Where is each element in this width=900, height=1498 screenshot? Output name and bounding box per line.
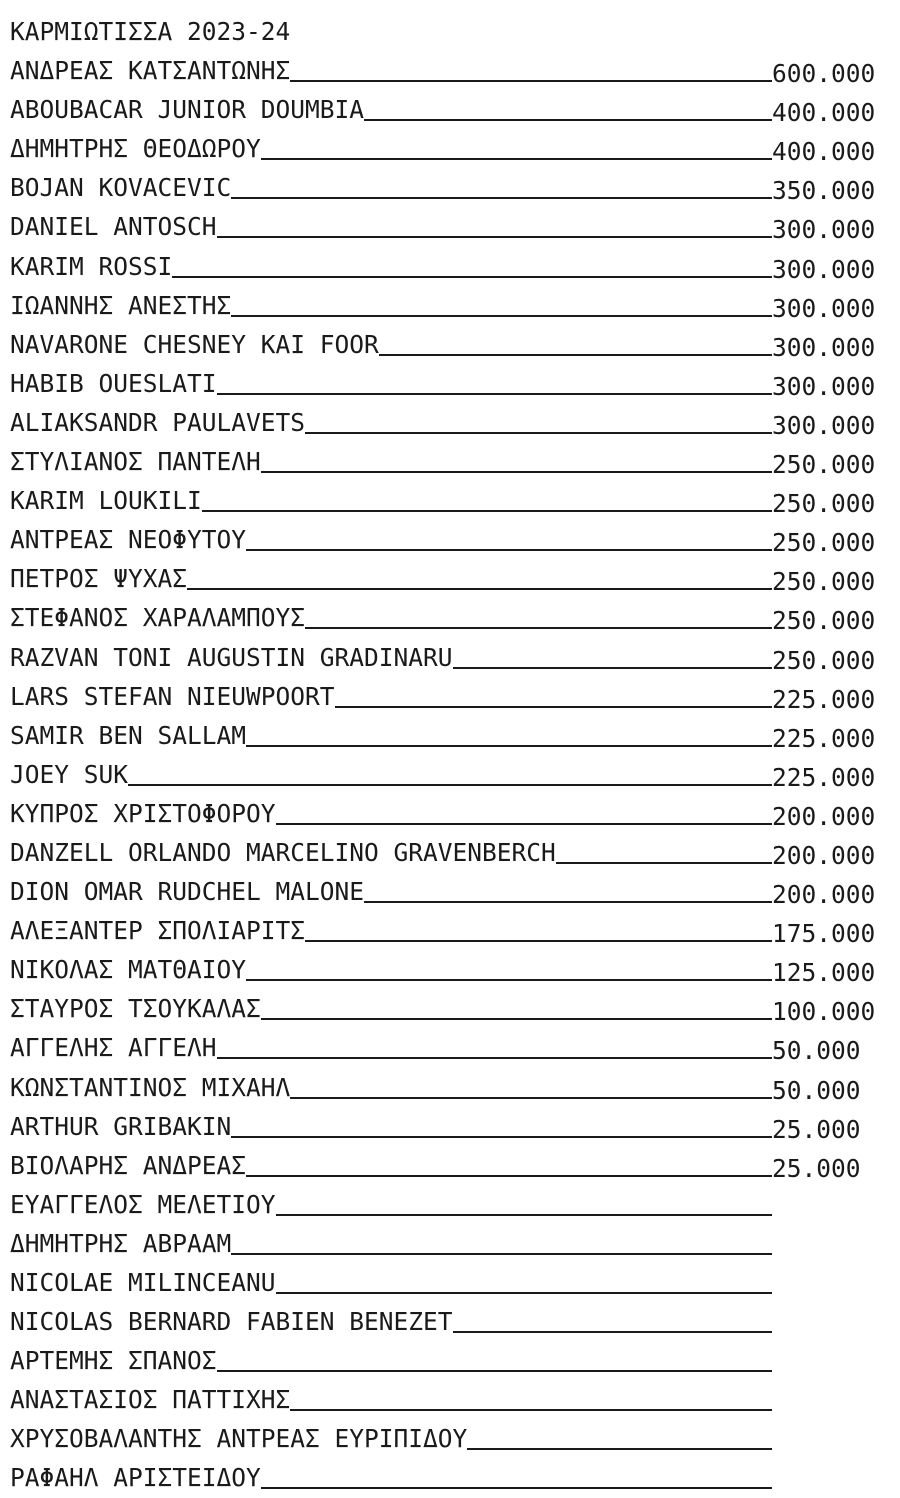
leader-line <box>187 588 772 590</box>
player-amount: 250.000 <box>772 528 876 558</box>
player-amount: 600.000 <box>772 59 876 89</box>
leader-line <box>246 745 772 747</box>
player-name: KARIM ROSSI <box>10 251 173 281</box>
player-amount: 225.000 <box>772 723 876 753</box>
player-name: ΣΤΑΥΡΟΣ ΤΣΟΥΚΑΛΑΣ <box>10 994 261 1024</box>
player-name: ΑΝΤΡΕΑΣ ΝΕΟΦΥΤΟΥ <box>10 525 247 555</box>
player-row <box>10 1458 895 1497</box>
player-row <box>10 1224 895 1263</box>
player-row <box>10 364 895 403</box>
player-row <box>10 1107 895 1146</box>
leader-line <box>246 979 772 981</box>
player-amount: 175.000 <box>772 919 876 949</box>
player-amount: 250.000 <box>772 645 876 675</box>
player-name-with-leader <box>10 638 772 677</box>
player-name: DION OMAR RUDCHEL MALONE <box>10 877 365 907</box>
player-row <box>10 559 895 598</box>
leader-line <box>217 236 772 238</box>
player-name: ΕΥΑΓΓΕΛΟΣ ΜΕΛΕΤΙΟΥ <box>10 1189 276 1219</box>
player-row <box>10 247 895 286</box>
player-name: DANZELL ORLANDO MARCELINO GRAVENBERCH <box>10 837 556 867</box>
leader-line <box>128 784 772 786</box>
player-amount: 250.000 <box>772 606 876 636</box>
player-row <box>10 1419 895 1458</box>
leader-line <box>261 1018 772 1020</box>
leader-line <box>202 510 772 512</box>
player-name-with-leader <box>10 677 772 716</box>
player-amount: 300.000 <box>772 293 876 323</box>
leader-line <box>231 197 772 199</box>
player-row <box>10 911 895 950</box>
leader-line <box>231 315 772 317</box>
player-name: BOJAN KOVACEVIC <box>10 173 232 203</box>
leader-line <box>276 1214 772 1216</box>
player-amount: 300.000 <box>772 215 876 245</box>
player-amount: 250.000 <box>772 567 876 597</box>
player-row <box>10 833 895 872</box>
player-name: ΑΝΔΡΕΑΣ ΚΑΤΣΑΝΤΩΝΗΣ <box>10 56 291 86</box>
player-amount: 250.000 <box>772 450 876 480</box>
player-name-with-leader <box>10 755 772 794</box>
player-name-with-leader <box>10 90 772 129</box>
player-name-with-leader <box>10 520 772 559</box>
player-name: ΑΛΕΞΑΝΤΕΡ ΣΠΟΛΙΑΡΙΤΣ <box>10 916 306 946</box>
player-name: NAVARONE CHESNEY ΚΑΙ FOOR <box>10 329 379 359</box>
leader-line <box>261 158 772 160</box>
leader-line <box>246 1175 772 1177</box>
player-amount: 25.000 <box>772 1114 861 1144</box>
player-row <box>10 677 895 716</box>
player-name-with-leader <box>10 1068 772 1107</box>
player-row <box>10 1263 895 1302</box>
player-amount: 250.000 <box>772 489 876 519</box>
player-row <box>10 950 895 989</box>
player-row <box>10 129 895 168</box>
player-name-with-leader <box>10 794 772 833</box>
player-name: ALIAKSANDR PAULAVETS <box>10 407 306 437</box>
player-name-with-leader <box>10 1028 772 1067</box>
player-row <box>10 403 895 442</box>
player-row <box>10 755 895 794</box>
player-name-with-leader <box>10 1419 772 1458</box>
player-name: ΣΤΕΦΑΝΟΣ ΧΑΡΑΛΑΜΠΟΥΣ <box>10 603 306 633</box>
player-name: ΧΡΥΣΟΒΑΛΑΝΤΗΣ ΑΝΤΡΕΑΣ ΕΥΡΙΠΙΔΟΥ <box>10 1424 468 1454</box>
player-name: ABOUBACAR JUNIOR DOUMBIA <box>10 95 365 125</box>
player-name-with-leader <box>10 911 772 950</box>
player-amount: 350.000 <box>772 176 876 206</box>
leader-line <box>217 1370 772 1372</box>
player-amount: 225.000 <box>772 762 876 792</box>
player-list-document <box>10 12 895 1498</box>
leader-line <box>231 1253 772 1255</box>
leader-line <box>453 667 772 669</box>
player-name-with-leader <box>10 1107 772 1146</box>
leader-line <box>290 1097 772 1099</box>
player-name: ΚΩΝΣΤΑΝΤΙΝΟΣ ΜΙΧΑΗΛ <box>10 1072 291 1102</box>
player-row <box>10 1068 895 1107</box>
leader-line <box>261 471 772 473</box>
player-row <box>10 794 895 833</box>
player-name: ΒΙΟΛΑΡΗΣ ΑΝΔΡΕΑΣ <box>10 1150 247 1180</box>
player-name-with-leader <box>10 1146 772 1185</box>
player-row <box>10 872 895 911</box>
player-name: NICOLAS BERNARD FABIEN BENEZET <box>10 1307 453 1337</box>
player-row <box>10 598 895 637</box>
leader-line <box>364 119 772 121</box>
player-row <box>10 716 895 755</box>
player-name-with-leader <box>10 833 772 872</box>
player-row <box>10 286 895 325</box>
player-name: DANIEL ANTOSCH <box>10 212 217 242</box>
player-amount: 50.000 <box>772 1036 861 1066</box>
player-name: ΑΝΑΣΤΑΣΙΟΣ ΠΑΤΤΙΧΗΣ <box>10 1385 291 1415</box>
leader-line <box>276 823 772 825</box>
player-row <box>10 638 895 677</box>
page-title: ΚΑΡΜΙΩΤΙΣΣΑ 2023-24 <box>10 17 291 46</box>
player-row <box>10 325 895 364</box>
leader-line <box>556 862 772 864</box>
player-row <box>10 168 895 207</box>
leader-line <box>290 80 772 82</box>
leader-line <box>217 1057 772 1059</box>
player-name: ΔΗΜΗΤΡΗΣ ΑΒΡΑΑΜ <box>10 1228 232 1258</box>
player-name-with-leader <box>10 129 772 168</box>
player-name: ΡΑΦΑΗΛ ΑΡΙΣΤΕΙΔΟΥ <box>10 1463 261 1493</box>
player-name-with-leader <box>10 247 772 286</box>
leader-line <box>379 354 772 356</box>
player-name-with-leader <box>10 286 772 325</box>
player-name: ΑΓΓΕΛΗΣ ΑΓΓΕΛΗ <box>10 1033 217 1063</box>
player-name: ΠΕΤΡΟΣ ΨΥΧΑΣ <box>10 564 188 594</box>
player-name: KARIM LOUKILI <box>10 486 202 516</box>
player-name-with-leader <box>10 1302 772 1341</box>
leader-line <box>231 1136 772 1138</box>
player-row <box>10 207 895 246</box>
player-row <box>10 1146 895 1185</box>
player-row <box>10 520 895 559</box>
player-amount: 225.000 <box>772 684 876 714</box>
player-name: JOEY SUK <box>10 759 129 789</box>
player-name-with-leader <box>10 51 772 90</box>
player-amount: 100.000 <box>772 997 876 1027</box>
player-name-with-leader <box>10 442 772 481</box>
player-name: RAZVAN TONI AUGUSTIN GRADINARU <box>10 642 453 672</box>
player-amount: 300.000 <box>772 410 876 440</box>
player-amount: 25.000 <box>772 1153 861 1183</box>
player-name-with-leader <box>10 1224 772 1263</box>
player-name: ΚΥΠΡΟΣ ΧΡΙΣΤΟΦΟΡΟΥ <box>10 798 276 828</box>
leader-line <box>261 1487 772 1489</box>
player-row <box>10 90 895 129</box>
leader-line <box>335 706 772 708</box>
leader-line <box>364 901 772 903</box>
player-row <box>10 51 895 90</box>
player-name-with-leader <box>10 559 772 598</box>
player-name-with-leader <box>10 325 772 364</box>
player-name: ΙΩΑΝΝΗΣ ΑΝΕΣΤΗΣ <box>10 290 232 320</box>
player-name: ΔΗΜΗΤΡΗΣ ΘΕΟΔΩΡΟΥ <box>10 134 261 164</box>
player-name-with-leader <box>10 1263 772 1302</box>
player-name-with-leader <box>10 403 772 442</box>
player-row <box>10 1341 895 1380</box>
leader-line <box>305 432 772 434</box>
player-row <box>10 481 895 520</box>
player-amount: 200.000 <box>772 840 876 870</box>
leader-line <box>217 393 772 395</box>
leader-line <box>290 1409 772 1411</box>
leader-line <box>453 1331 772 1333</box>
player-amount: 300.000 <box>772 254 876 284</box>
player-name: LARS STEFAN NIEUWPOORT <box>10 681 335 711</box>
player-amount: 200.000 <box>772 801 876 831</box>
player-row <box>10 1028 895 1067</box>
leader-line <box>305 627 772 629</box>
player-name-with-leader <box>10 1458 772 1497</box>
player-name: ΑΡΤΕΜΗΣ ΣΠΑΝΟΣ <box>10 1346 217 1376</box>
player-name-with-leader <box>10 481 772 520</box>
player-name-with-leader <box>10 168 772 207</box>
leader-line <box>305 940 772 942</box>
player-name-with-leader <box>10 1380 772 1419</box>
player-name-with-leader <box>10 598 772 637</box>
player-name-with-leader <box>10 364 772 403</box>
player-name: ΝΙΚΟΛΑΣ ΜΑΤΘΑΙΟΥ <box>10 955 247 985</box>
player-name-with-leader <box>10 1185 772 1224</box>
player-name-with-leader <box>10 872 772 911</box>
leader-line <box>276 1292 772 1294</box>
leader-line <box>172 276 772 278</box>
player-amount: 125.000 <box>772 958 876 988</box>
player-amount: 400.000 <box>772 137 876 167</box>
player-row <box>10 1185 895 1224</box>
player-name: ΣΤΥΛΙΑΝΟΣ ΠΑΝΤΕΛΗ <box>10 447 261 477</box>
player-amount: 200.000 <box>772 880 876 910</box>
leader-line <box>467 1448 772 1450</box>
player-name: SAMIR BEN SALLAM <box>10 720 247 750</box>
player-name: NICOLAE MILINCEANU <box>10 1268 276 1297</box>
player-amount: 50.000 <box>772 1075 861 1105</box>
player-row <box>10 989 895 1028</box>
player-rows <box>10 51 895 1497</box>
player-name-with-leader <box>10 989 772 1028</box>
player-name-with-leader <box>10 716 772 755</box>
player-row <box>10 442 895 481</box>
player-name-with-leader <box>10 1341 772 1380</box>
player-amount: 400.000 <box>772 98 876 128</box>
player-name-with-leader <box>10 207 772 246</box>
player-amount: 300.000 <box>772 371 876 401</box>
player-name: ARTHUR GRIBAKIN <box>10 1111 232 1141</box>
player-row <box>10 1380 895 1419</box>
leader-line <box>246 549 772 551</box>
player-name-with-leader <box>10 950 772 989</box>
player-row <box>10 1302 895 1341</box>
player-amount: 300.000 <box>772 332 876 362</box>
player-name: HABIB OUESLATI <box>10 368 217 398</box>
